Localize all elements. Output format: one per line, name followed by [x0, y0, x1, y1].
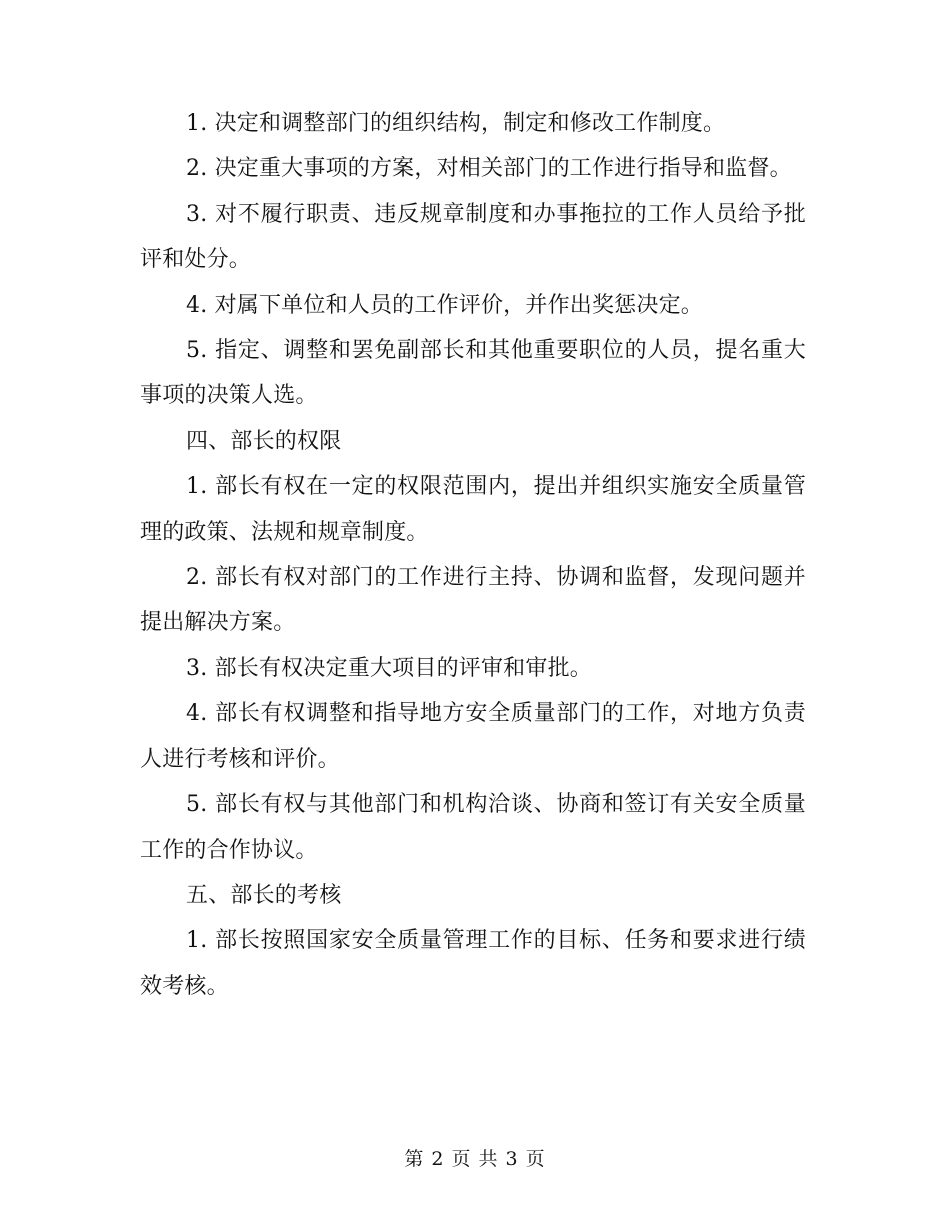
paragraph-1: 1. 决定和调整部门的组织结构，制定和修改工作制度。 [186, 111, 726, 136]
paragraph-11: 1. 部长按照国家安全质量管理工作的目标、任务和要求进行绩效考核。 [140, 928, 806, 999]
section-heading-4: 四、部长的权限 [186, 428, 342, 454]
section-heading-5: 五、部长的考核 [186, 882, 342, 908]
paragraph-8: 3. 部长有权决定重大项目的评审和审批。 [186, 655, 592, 681]
paragraph-10: 5. 部长有权与其他部门和机构洽谈、协商和签订有关安全质量工作的合作协议。 [140, 792, 806, 863]
paragraph-2: 2. 决定重大事项的方案，对相关部门的工作进行指导和监督。 [186, 156, 792, 182]
paragraph-9: 4. 部长有权调整和指导地方安全质量部门的工作，对地方负责人进行考核和评价。 [140, 701, 806, 772]
paragraph-3: 3. 对不履行职责、违反规章制度和办事拖拉的工作人员给予批评和处分。 [140, 201, 806, 273]
document-body [140, 101, 806, 1009]
paragraph-5: 5. 指定、调整和罢免副部长和其他重要职位的人员，提名重大事项的决策人选。 [140, 338, 806, 409]
paragraph-7: 2. 部长有权对部门的工作进行主持、协调和监督，发现问题并提出解决方案。 [140, 565, 806, 636]
paragraph-6: 1. 部长有权在一定的权限范围内，提出并组织实施安全质量管理的政策、法规和规章制度。 [140, 474, 806, 545]
page-number-footer: 第 2 页 共 3 页 [404, 1148, 546, 1170]
paragraph-4: 4. 对属下单位和人员的工作评价，并作出奖惩决定。 [186, 292, 703, 318]
